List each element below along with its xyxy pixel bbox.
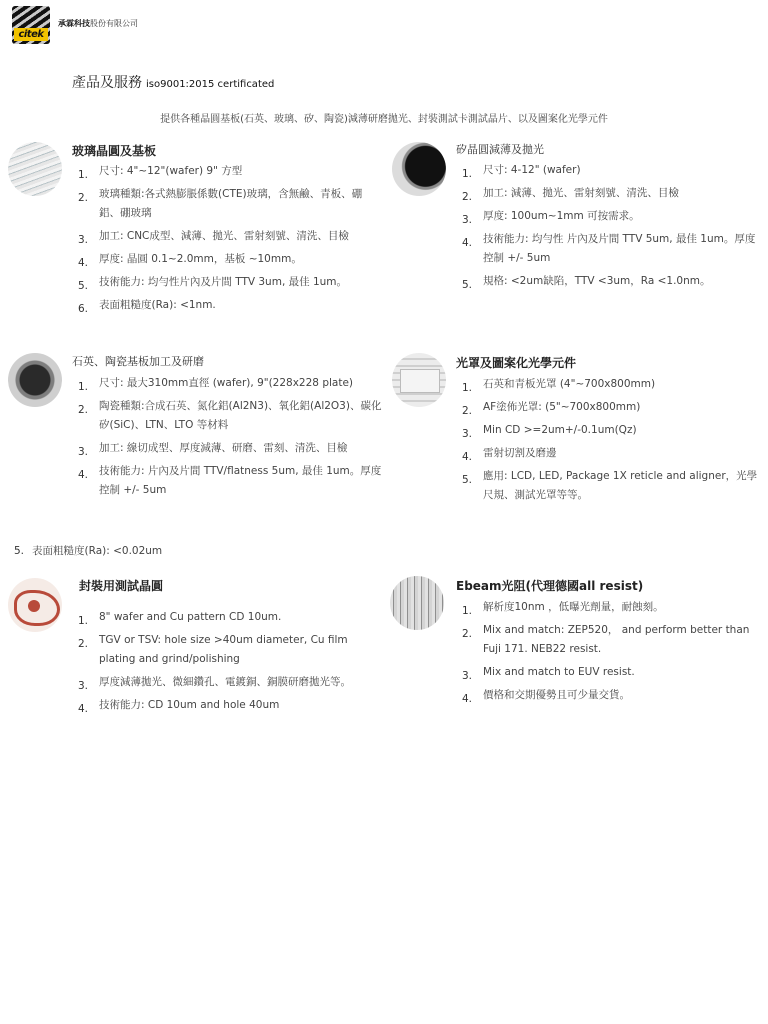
certification-label: iso9001:2015 certificated	[146, 79, 275, 90]
quartz-orphan-item: 5. 表面粗糙度(Ra): <0.02um	[14, 545, 163, 557]
packaging-spec-list	[72, 608, 382, 719]
list-item: 2. Mix and match: ZEP520， and perform better than Fuji 171. NEB22 resist.	[462, 624, 750, 655]
company-logo	[12, 6, 50, 44]
list-item: 4. 技術能力: CD 10um and hole 40um	[78, 699, 280, 715]
page-subtitle: 提供各種晶圓基板(石英、玻璃、矽、陶瓷)減薄研磨拋光、封裝測試卡測試晶片、以及圖案化光學元件	[160, 114, 608, 125]
list-item: 1. 尺寸: 4-12" (wafer)	[462, 164, 581, 180]
list-item: 3. 加工: 線切成型、厚度減薄、研磨、雷刻、清洗、目檢	[78, 442, 348, 458]
section-title-silicon: 矽晶圓減薄及拋光	[456, 143, 544, 156]
section-title-quartz: 石英、陶瓷基板加工及研磨	[72, 355, 204, 368]
list-item: 2. 加工: 減薄、拋光、雷射刻號、清洗、目檢	[462, 187, 679, 203]
silicon-wafer-image	[392, 142, 446, 196]
company-name	[58, 18, 138, 29]
list-item: 6. 表面粗糙度(Ra): <1nm.	[78, 299, 216, 315]
list-item: 3. Min CD >=2um+/-0.1um(Qz)	[462, 424, 637, 440]
silicon-spec-list	[456, 161, 762, 295]
list-item: 1. 石英和青板光罩 (4"~700x800mm)	[462, 378, 656, 394]
logo-text: citek	[14, 28, 48, 41]
list-item: 4. 雷射切割及磨邊	[462, 447, 557, 463]
list-item: 4. 技術能力: 均勻性 片內及片間 TTV 5um, 最佳 1um。厚度控制 +/- 5um	[462, 233, 756, 264]
list-item: 4. 技術能力: 片內及片間 TTV/flatness 5um, 最佳 1um。厚度控制 +/- 5um	[78, 465, 382, 496]
list-item: 1. 尺寸: 最大310mm直徑 (wafer), 9"(228x228 plate)	[78, 377, 354, 393]
list-item: 4. 厚度: 晶圓 0.1~2.0mm，基板 ~10mm。	[78, 253, 302, 269]
list-item: 2. 陶瓷種類:合成石英、氮化鋁(Al2N3)、氧化鋁(Al2O3)、碳化矽(SiC)、LTN、LTO 等材料	[78, 400, 382, 431]
glass-wafer-image	[8, 142, 62, 196]
list-item: 3. 厚度: 100um~1mm 可按需求。	[462, 210, 640, 226]
section-title-photomask: 光罩及圖案化光學元件	[456, 356, 577, 370]
ebeam-spec-list	[456, 598, 762, 709]
quartz-spec-list	[72, 374, 382, 504]
list-item: 5. 應用: LCD, LED, Package 1X reticle and aligner，光學尺規、測試光罩等等。	[462, 470, 758, 501]
list-item: 3. 加工: CNC成型、減薄、拋光、雷射刻號、清洗、目檢	[78, 230, 349, 246]
section-title-packaging: 封裝用測試晶圓	[79, 579, 164, 593]
list-item: 5. 規格: <2um缺陷，TTV <3um，Ra <1.0nm。	[462, 275, 711, 291]
page-title-text: 產品及服務	[72, 75, 142, 91]
list-item: 3. Mix and match to EUV resist.	[462, 666, 635, 682]
list-item: 3. 厚度減薄拋光、微細鑽孔、電鍍銅、銅膜研磨拋光等。	[78, 676, 351, 692]
list-item: 4. 價格和交期優勢且可少量交貨。	[462, 689, 630, 705]
section-title-ebeam: Ebeam光阻(代理德國all resist)	[456, 579, 644, 593]
photomask-image	[392, 353, 446, 407]
page-title	[72, 72, 274, 92]
company-name-rest: 股份有限公司	[90, 19, 138, 28]
list-item: 1. 8" wafer and Cu pattern CD 10um.	[78, 611, 282, 627]
ebeam-resist-image	[390, 576, 444, 630]
packaging-wafer-image	[8, 578, 62, 632]
list-item: 1. 尺寸: 4"~12"(wafer) 9" 方型	[78, 165, 243, 181]
list-item: 1. 解析度10nm ，低曝光劑量，耐蝕刻。	[462, 601, 664, 617]
photomask-spec-list	[456, 375, 762, 509]
list-item: 2. 玻璃種類:各式熱膨脹係數(CTE)玻璃，含無鹼、青板、硼鋁、硼玻璃	[78, 188, 363, 219]
list-item: 2. AF塗佈光罩: (5"~700x800mm)	[462, 401, 641, 417]
section-title-glass: 玻璃晶圓及基板	[72, 144, 157, 158]
list-item: 2. TGV or TSV: hole size >40um diameter, Cu film plating and grind/polishing	[78, 634, 348, 665]
glass-spec-list	[72, 162, 382, 319]
list-item: 5. 技術能力: 均勻性片內及片間 TTV 3um, 最佳 1um。	[78, 276, 348, 292]
company-name-bold: 承霖科技	[58, 19, 90, 28]
quartz-substrate-image	[8, 353, 62, 407]
